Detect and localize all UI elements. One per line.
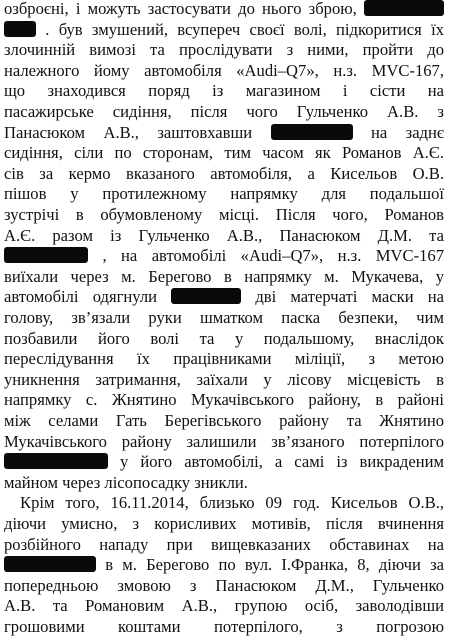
text-line bbox=[4, 39, 444, 61]
text-segment: автомобілі одягнули bbox=[4, 287, 172, 307]
text-segment: сів за кермо вказаного автомобіля, а Кисельов О.В. bbox=[4, 163, 444, 183]
text-segment: уникнення затримання, заїхали у лісову місцевість в bbox=[4, 369, 444, 389]
redaction-mark bbox=[171, 288, 241, 304]
redaction-mark bbox=[4, 247, 88, 263]
text-line bbox=[4, 60, 444, 82]
text-segment: Мукачівського району залишили зв’язаного потерпілого bbox=[4, 431, 444, 451]
text-segment: голову, зв’язали руки шматком паска безпеки, чим bbox=[4, 308, 444, 327]
text-line bbox=[4, 245, 444, 267]
text-line bbox=[4, 554, 444, 576]
text-segment: Панасюком А.В., заштовхавши bbox=[4, 122, 271, 142]
text-line bbox=[4, 616, 444, 638]
text-segment: виїхали через м. Берегово в напрямку м. Мукачева, у bbox=[4, 266, 444, 286]
text-segment: на заднє bbox=[370, 122, 444, 142]
text-segment: діючи умисно, з корисливих мотивів, після вчинення bbox=[4, 514, 444, 533]
text-line bbox=[4, 225, 444, 247]
text-line bbox=[4, 348, 444, 370]
text-segment: у його автомобілі, а самі із викраденим bbox=[120, 452, 444, 472]
text-segment: , на автомобілі «Audi–Q7», н.з. MVC-167 bbox=[102, 246, 444, 266]
redaction-mark bbox=[271, 124, 353, 140]
text-segment: що знаходився поряд із магазином і сісти на bbox=[4, 81, 444, 101]
redaction-mark bbox=[4, 556, 96, 572]
text-line bbox=[4, 534, 444, 556]
text-line bbox=[4, 575, 444, 597]
text-line bbox=[4, 410, 444, 432]
text-segment: А.Є. разом із Гульченко А.В., Панасюком Д.М. та bbox=[4, 225, 444, 245]
text-segment: майном через лісопосадку зникли. bbox=[4, 472, 248, 492]
text-line bbox=[4, 451, 444, 473]
redaction-mark bbox=[4, 21, 36, 37]
text-segment: А.В. та Романовим А.В., групою осіб, заволодівши bbox=[4, 596, 444, 616]
text-segment: напрямку с. Жнятино Мукачівського району, в районі bbox=[4, 390, 444, 410]
redaction-mark bbox=[4, 453, 108, 469]
text-segment: дві матерчаті маски на bbox=[255, 287, 445, 307]
text-line bbox=[4, 369, 444, 391]
text-line bbox=[4, 307, 444, 329]
text-line bbox=[4, 328, 444, 350]
text-line bbox=[4, 0, 444, 20]
text-line bbox=[4, 142, 444, 164]
text-segment: сидіння, сіли по сторонам, тим часом як Романов А.Є. bbox=[4, 143, 444, 163]
text-segment: злочинній вимозі та прослідувати з ними, пройти до bbox=[4, 40, 444, 60]
text-line bbox=[4, 101, 444, 123]
text-segment: зустрічі в обумовленому місці. Після чого, Романов bbox=[4, 205, 444, 224]
text-line bbox=[4, 389, 444, 411]
text-line bbox=[4, 204, 444, 226]
text-segment: належного йому автомобіля «Audi–Q7», н.з. MVC-167, bbox=[4, 60, 444, 80]
text-segment: пішов у протилежному напрямку для подальшої bbox=[4, 184, 444, 204]
text-line bbox=[4, 513, 444, 535]
text-line bbox=[4, 431, 444, 453]
text-segment: пасажирське сидіння, після чого Гульченко А.В. з bbox=[4, 102, 444, 121]
text-line bbox=[4, 19, 444, 41]
text-segment: між селами Гать Берегівського району та Жнятино bbox=[4, 411, 444, 430]
text-line bbox=[4, 492, 444, 514]
text-segment: переслідування їх працівниками міліції, з метою bbox=[4, 349, 444, 369]
text-line bbox=[4, 80, 444, 102]
text-line bbox=[4, 595, 444, 617]
text-segment: позбавили його волі та у подальшому, внаслідок bbox=[4, 328, 444, 348]
text-segment: розбійного нападу при вищевказаних обставинах на bbox=[4, 534, 444, 554]
text-segment: . був змушений, всупереч своєї волі, підкоритися їх bbox=[45, 19, 444, 39]
text-line bbox=[4, 122, 444, 144]
text-line bbox=[4, 286, 444, 308]
text-line bbox=[4, 472, 444, 494]
text-segment: попередньою змовою з Панасюком Д.М., Гульченко bbox=[4, 575, 444, 595]
text-segment: грошовими коштами потерпілого, з погрозою bbox=[4, 617, 444, 636]
text-segment: озброєні, і можуть застосувати до нього зброю, bbox=[4, 0, 364, 18]
text-line bbox=[4, 163, 444, 185]
text-segment: в м. Берегово по вул. І.Франка, 8, діючи за bbox=[105, 555, 444, 575]
text-line bbox=[4, 266, 444, 288]
text-segment: Крім того, 16.11.2014, близько 09 год. Кисельов О.В., bbox=[20, 493, 444, 513]
redaction-mark bbox=[364, 0, 444, 16]
document-page bbox=[4, 0, 445, 636]
text-line bbox=[4, 183, 444, 205]
